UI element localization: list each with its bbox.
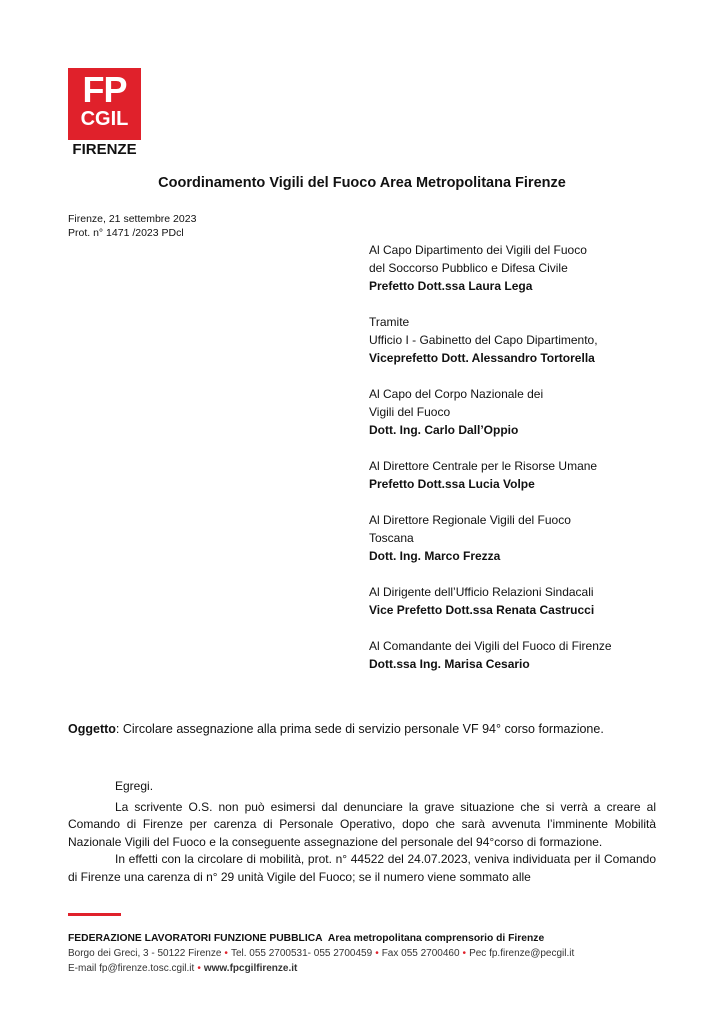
recipient-name: Vice Prefetto Dott.ssa Renata Castrucci (369, 603, 595, 617)
bullet-separator: • (224, 948, 228, 959)
logo-red-box (68, 68, 141, 140)
logo-cgil-text: CGIL (80, 108, 129, 130)
document-title: Coordinamento Vigili del Fuoco Area Metropolitana Firenze (158, 175, 566, 191)
recipient-line: Ufficio I - Gabinetto del Capo Dipartimento, (369, 333, 598, 347)
subject-label: Oggetto (68, 722, 116, 736)
footer-web-contacts (68, 961, 574, 976)
recipient-name: Dott. Ing. Marco Frezza (369, 549, 501, 563)
recipient-line: Al Direttore Regionale Vigili del Fuoco (369, 513, 571, 527)
recipient (369, 511, 612, 565)
body-paragraph: In effetti con la circolare di mobilità, prot. n° 44522 del 24.07.2023, veniva individuata per il Comando di Firenze una carenza di n° 29 unità Vigile del Fuoco; se il numero viene sommato alle (68, 852, 656, 884)
footer-org-area: Area metropolitana comprensorio di Firenze (327, 933, 545, 944)
recipient (369, 583, 612, 619)
recipient-name: Dott.ssa Ing. Marisa Cesario (369, 657, 530, 671)
footer-contacts (68, 946, 574, 961)
recipient-line: Al Direttore Centrale per le Risorse Umane (369, 459, 598, 473)
logo-city-text: FIRENZE (72, 141, 137, 158)
document-meta (68, 212, 196, 240)
recipient-name: Viceprefetto Dott. Alessandro Tortorella (369, 351, 595, 365)
fp-cgil-logo (68, 68, 141, 159)
footer-org-name: FEDERAZIONE LAVORATORI FUNZIONE PUBBLICA (68, 933, 323, 944)
recipient-line: Al Dirigente dell’Ufficio Relazioni Sindacali (369, 585, 594, 599)
greeting: Egregi. (115, 779, 154, 793)
logo-fp-text: FP (82, 69, 127, 110)
recipient-line: del Soccorso Pubblico e Difesa Civile (369, 261, 568, 275)
footer-pec[interactable]: Pec fp.firenze@pecgil.it (469, 948, 575, 959)
footer-accent-bar (68, 913, 121, 916)
recipient-line: Al Capo Dipartimento dei Vigili del Fuoco (369, 243, 587, 257)
body-paragraph: La scrivente O.S. non può esimersi dal denunciare la grave situazione che si verrà a creare al Comando di Firenze per carenza di Personale Operativo, dopo che sarà avvenuta l’imminente Mobilità Nazionale Vigili del Fuoco e la conseguente assegnazione del personale del 94°corso di formazione. (68, 799, 656, 849)
bullet-separator: • (462, 948, 467, 959)
recipient (369, 241, 612, 295)
recipient-line: Al Comandante dei Vigili del Fuoco di Firenze (369, 639, 612, 653)
recipient-line: Vigili del Fuoco (369, 405, 451, 419)
footer-organization (68, 931, 574, 946)
footer-address: Borgo dei Greci, 3 - 50122 Firenze (68, 948, 222, 959)
bullet-separator: • (197, 963, 201, 974)
footer (68, 931, 574, 976)
recipient (369, 313, 612, 367)
recipient (369, 637, 612, 673)
recipient-line: Tramite (369, 315, 410, 329)
footer-tel: Tel. 055 2700531- 055 2700459 (230, 948, 373, 959)
letter-body (68, 778, 656, 886)
recipient-line: Toscana (369, 531, 414, 545)
recipient (369, 385, 612, 439)
footer-website-link[interactable]: www.fpcgilfirenze.it (203, 963, 298, 974)
document-protocol: Prot. n° 1471 /2023 PDcl (68, 227, 184, 239)
subject-line (68, 722, 604, 736)
footer-fax: Fax 055 2700460 (381, 948, 460, 959)
bullet-separator: • (375, 948, 379, 959)
recipient-name: Prefetto Dott.ssa Lucia Volpe (369, 477, 535, 491)
recipients-block (369, 241, 612, 691)
footer-email[interactable]: E-mail fp@firenze.tosc.cgil.it (68, 963, 195, 974)
recipient-name: Prefetto Dott.ssa Laura Lega (369, 279, 533, 293)
recipient-name: Dott. Ing. Carlo Dall’Oppio (369, 423, 519, 437)
subject-text: : Circolare assegnazione alla prima sede di servizio personale VF 94° corso formazione. (115, 722, 604, 736)
document-date: Firenze, 21 settembre 2023 (68, 213, 197, 225)
recipient (369, 457, 612, 493)
recipient-line: Al Capo del Corpo Nazionale dei (369, 387, 544, 401)
